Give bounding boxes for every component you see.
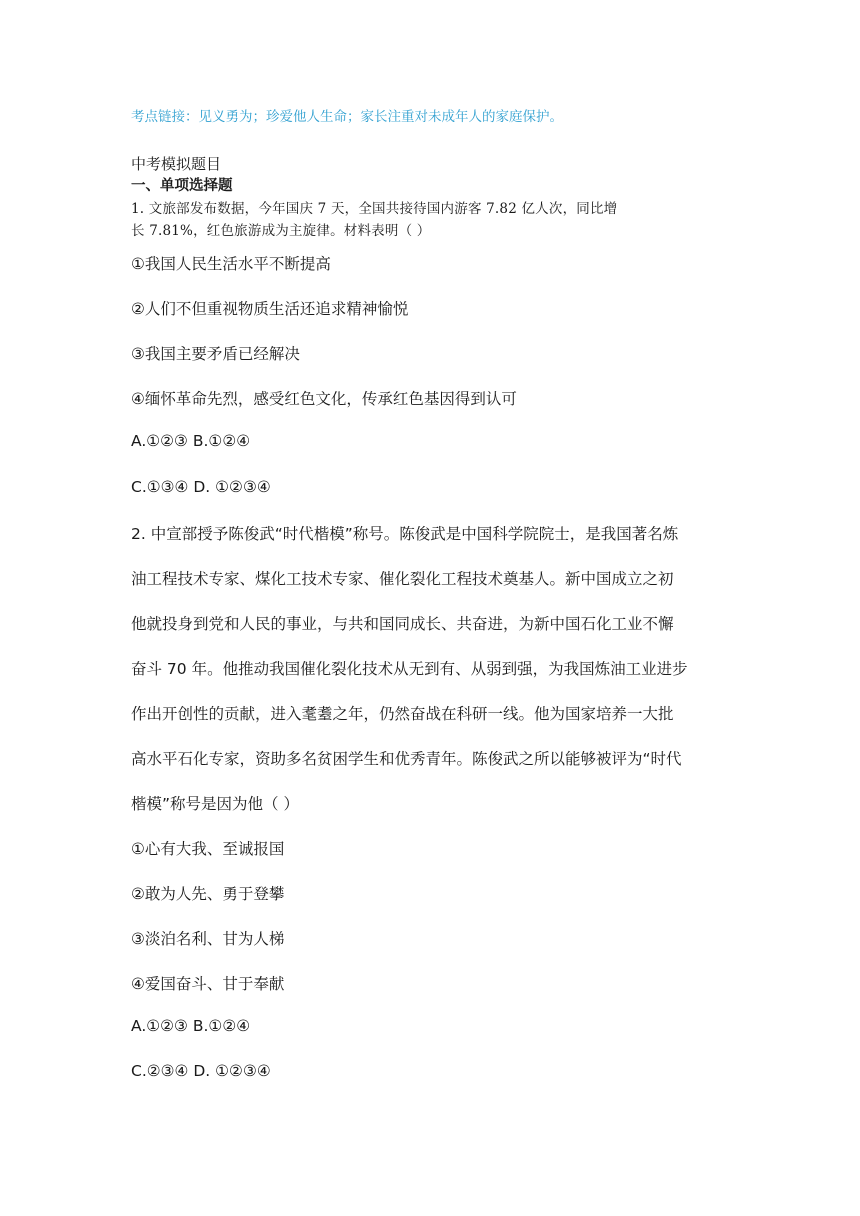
question-2-stem-line: 高水平石化专家，资助多名贫困学生和优秀青年。陈俊武之所以能够被评为“时代 <box>131 750 682 768</box>
question-2-statement: ③淡泊名利、甘为人梯 <box>131 930 285 948</box>
question-2-stem-line: 他就投身到党和人民的事业，与共和国同成长、共奋进，为新中国石化工业不懈 <box>131 615 674 633</box>
question-1-statement: ③我国主要矛盾已经解决 <box>131 345 300 363</box>
question-2-statement: ②敢为人先、勇于登攀 <box>131 885 285 903</box>
question-2-stem-line: 2. 中宣部授予陈俊武“时代楷模”称号。陈俊武是中国科学院院士，是我国著名炼 <box>131 525 679 543</box>
question-1-statement: ④缅怀革命先烈，感受红色文化，传承红色基因得到认可 <box>131 390 517 408</box>
question-2-options-row-2: C.②③④ D. ①②③④ <box>131 1062 271 1080</box>
part-heading: 一、单项选择题 <box>131 178 233 194</box>
section-title: 中考模拟题目 <box>131 155 222 173</box>
question-1-statement: ②人们不但重视物质生活还追求精神愉悦 <box>131 300 409 318</box>
question-1-stem-line-2: 长 7.81%，红色旅游成为主旋律。材料表明（ ） <box>131 223 431 239</box>
question-2-options-row-1: A.①②③ B.①②④ <box>131 1017 251 1035</box>
question-2-stem-line: 作出开创性的贡献，进入耄耋之年，仍然奋战在科研一线。他为国家培养一大批 <box>131 705 674 723</box>
question-2-statement: ①心有大我、至诚报国 <box>131 840 285 858</box>
question-1-options-row-2: C.①③④ D. ①②③④ <box>131 478 271 496</box>
question-1-options-row-1: A.①②③ B.①②④ <box>131 432 251 450</box>
question-1-stem-line-1: 1. 文旅部发布数据，今年国庆 7 天，全国共接待国内游客 7.82 亿人次，同比增 <box>131 201 618 217</box>
question-2-statement: ④爱国奋斗、甘于奉献 <box>131 975 285 993</box>
question-2-stem-line: 油工程技术专家、煤化工技术专家、催化裂化工程技术奠基人。新中国成立之初 <box>131 570 674 588</box>
question-1-statement: ①我国人民生活水平不断提高 <box>131 255 331 273</box>
question-2-stem-line: 楷模”称号是因为他（ ） <box>131 795 299 813</box>
exam-point-link: 考点链接：见义勇为；珍爱他人生命；家长注重对未成年人的家庭保护。 <box>131 109 563 125</box>
question-2-stem-line: 奋斗 70 年。他推动我国催化裂化技术从无到有、从弱到强，为我国炼油工业进步 <box>131 660 688 678</box>
